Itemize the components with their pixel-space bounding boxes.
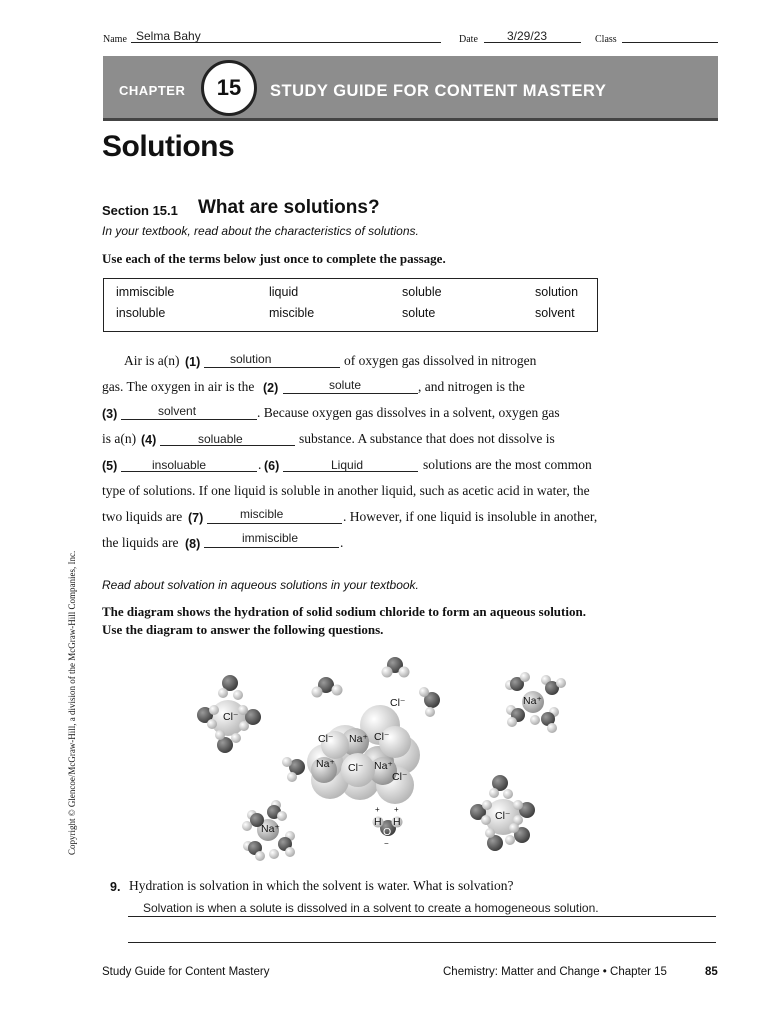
footer-book-title: Chemistry: Matter and Change • Chapter 15 (443, 966, 667, 978)
blank-number: (4) (141, 433, 157, 447)
diagram-instruction: The diagram shows the hydration of solid sodium chloride to form an aqueous solution. (102, 604, 586, 619)
section-intro: In your textbook, read about the characteristics of solutions. (102, 224, 419, 238)
sodium-label: Na⁺ (523, 695, 542, 707)
answer-blank[interactable] (121, 419, 257, 420)
name-label: Name (103, 34, 127, 45)
blank-answer: immiscible (242, 531, 299, 545)
blank-answer: solvent (158, 404, 197, 418)
chloride-label: Cl⁻ (495, 810, 511, 822)
answer-blank[interactable] (207, 523, 342, 524)
section-instruction: Use each of the terms below just once to complete the passage. (102, 251, 446, 266)
chapter-word: CHAPTER (119, 83, 186, 98)
page-title: Solutions (102, 130, 235, 163)
date-value: 3/29/23 (507, 29, 548, 43)
footer-guide-title: Study Guide for Content Mastery (102, 966, 270, 978)
passage-text: , and nitrogen is the (418, 379, 525, 394)
passage-text: Air is a(n) (124, 353, 180, 368)
hydrogen-label: H (393, 816, 401, 828)
passage-text: . Because oxygen gas dissolves in a solvent, oxygen gas (257, 405, 560, 420)
term: insoluble (116, 306, 166, 320)
sodium-label: Na⁺ (374, 760, 393, 772)
chloride-label: Cl⁻ (392, 771, 408, 783)
sodium-label: Na⁺ (316, 758, 335, 770)
water-molecule (382, 657, 410, 678)
sodium-label: Na⁺ (349, 733, 368, 745)
partial-charge-plus: + (394, 805, 399, 814)
chloride-label: Cl⁻ (390, 697, 406, 709)
blank-number: (6) (264, 459, 280, 473)
sodium-label: Na⁺ (261, 823, 280, 835)
chloride-label: Cl⁻ (348, 762, 364, 774)
partial-charge-minus: − (384, 839, 389, 848)
blank-answer: insoluable (152, 458, 207, 472)
hydrogen-label: H (374, 816, 382, 828)
passage-text: gas. The oxygen in air is the (102, 379, 255, 394)
term: solution (535, 285, 579, 299)
diagram-instruction: Use the diagram to answer the following questions. (102, 622, 384, 637)
passage-text: the liquids are (102, 535, 179, 550)
section-title: What are solutions? (198, 197, 380, 218)
answer-blank[interactable] (204, 367, 340, 368)
chapter-banner-title: STUDY GUIDE FOR CONTENT MASTERY (270, 82, 607, 100)
passage-text: two liquids are (102, 509, 183, 524)
water-molecule (312, 677, 343, 698)
oxygen-label: O (383, 826, 392, 838)
blank-number: (3) (102, 407, 118, 421)
passage-text: substance. A substance that does not dissolve is (299, 431, 555, 446)
blank-answer: solute (329, 378, 362, 392)
passage-text: . (340, 535, 344, 550)
question-text: Hydration is solvation in which the solvent is water. What is solvation? (129, 878, 514, 893)
blank-answer: miscible (240, 507, 284, 521)
date-label: Date (459, 34, 478, 45)
water-molecule (419, 687, 440, 717)
chloride-label: Cl⁻ (318, 733, 334, 745)
partial-charge-plus: + (375, 805, 380, 814)
passage-text: . However, if one liquid is insoluble in another, (343, 509, 598, 524)
blank-number: (5) (102, 459, 118, 473)
answer-blank[interactable] (283, 393, 418, 394)
blank-answer: Liquid (331, 458, 364, 472)
question-number: 9. (110, 880, 121, 894)
chapter-number: 15 (216, 75, 242, 100)
term: liquid (269, 285, 299, 299)
question-answer: Solvation is when a solute is dissolved in a solvent to create a homogeneous solution. (143, 901, 599, 915)
passage-text: solutions are the most common (423, 457, 592, 472)
passage-text: type of solutions. If one liquid is soluble in another liquid, such as acetic acid in water, the (102, 483, 590, 498)
class-label: Class (595, 34, 617, 45)
term: immiscible (116, 285, 175, 299)
chloride-label: Cl⁻ (223, 711, 239, 723)
passage-text: is a(n) (102, 431, 137, 446)
page-number: 85 (705, 966, 718, 978)
chloride-label: Cl⁻ (374, 731, 390, 743)
word-bank (103, 278, 598, 332)
copyright-notice: Copyright © Glencoe/McGraw-Hill, a division of the McGraw-Hill Companies, Inc. (67, 550, 77, 855)
term: soluble (402, 285, 442, 299)
term: miscible (269, 306, 315, 320)
section-number: Section 15.1 (102, 203, 178, 218)
blank-number: (2) (263, 381, 279, 395)
term: solute (402, 306, 436, 320)
class-field-line[interactable] (622, 42, 718, 43)
name-value: Selma Bahy (136, 29, 201, 43)
nacl-crystal (307, 705, 420, 804)
answer-line[interactable] (128, 916, 716, 917)
blank-number: (1) (185, 355, 201, 369)
blank-number: (7) (188, 511, 204, 525)
passage-text: . (258, 457, 262, 472)
blank-answer: solution (230, 352, 272, 366)
solvation-note: Read about solvation in aqueous solutions in your textbook. (102, 578, 419, 592)
term: solvent (535, 306, 575, 320)
answer-line[interactable] (128, 942, 716, 943)
water-molecule (282, 757, 305, 782)
passage-text: of oxygen gas dissolved in nitrogen (344, 353, 537, 368)
blank-number: (8) (185, 537, 201, 551)
answer-blank[interactable] (204, 547, 339, 548)
blank-answer: soluable (198, 432, 243, 446)
